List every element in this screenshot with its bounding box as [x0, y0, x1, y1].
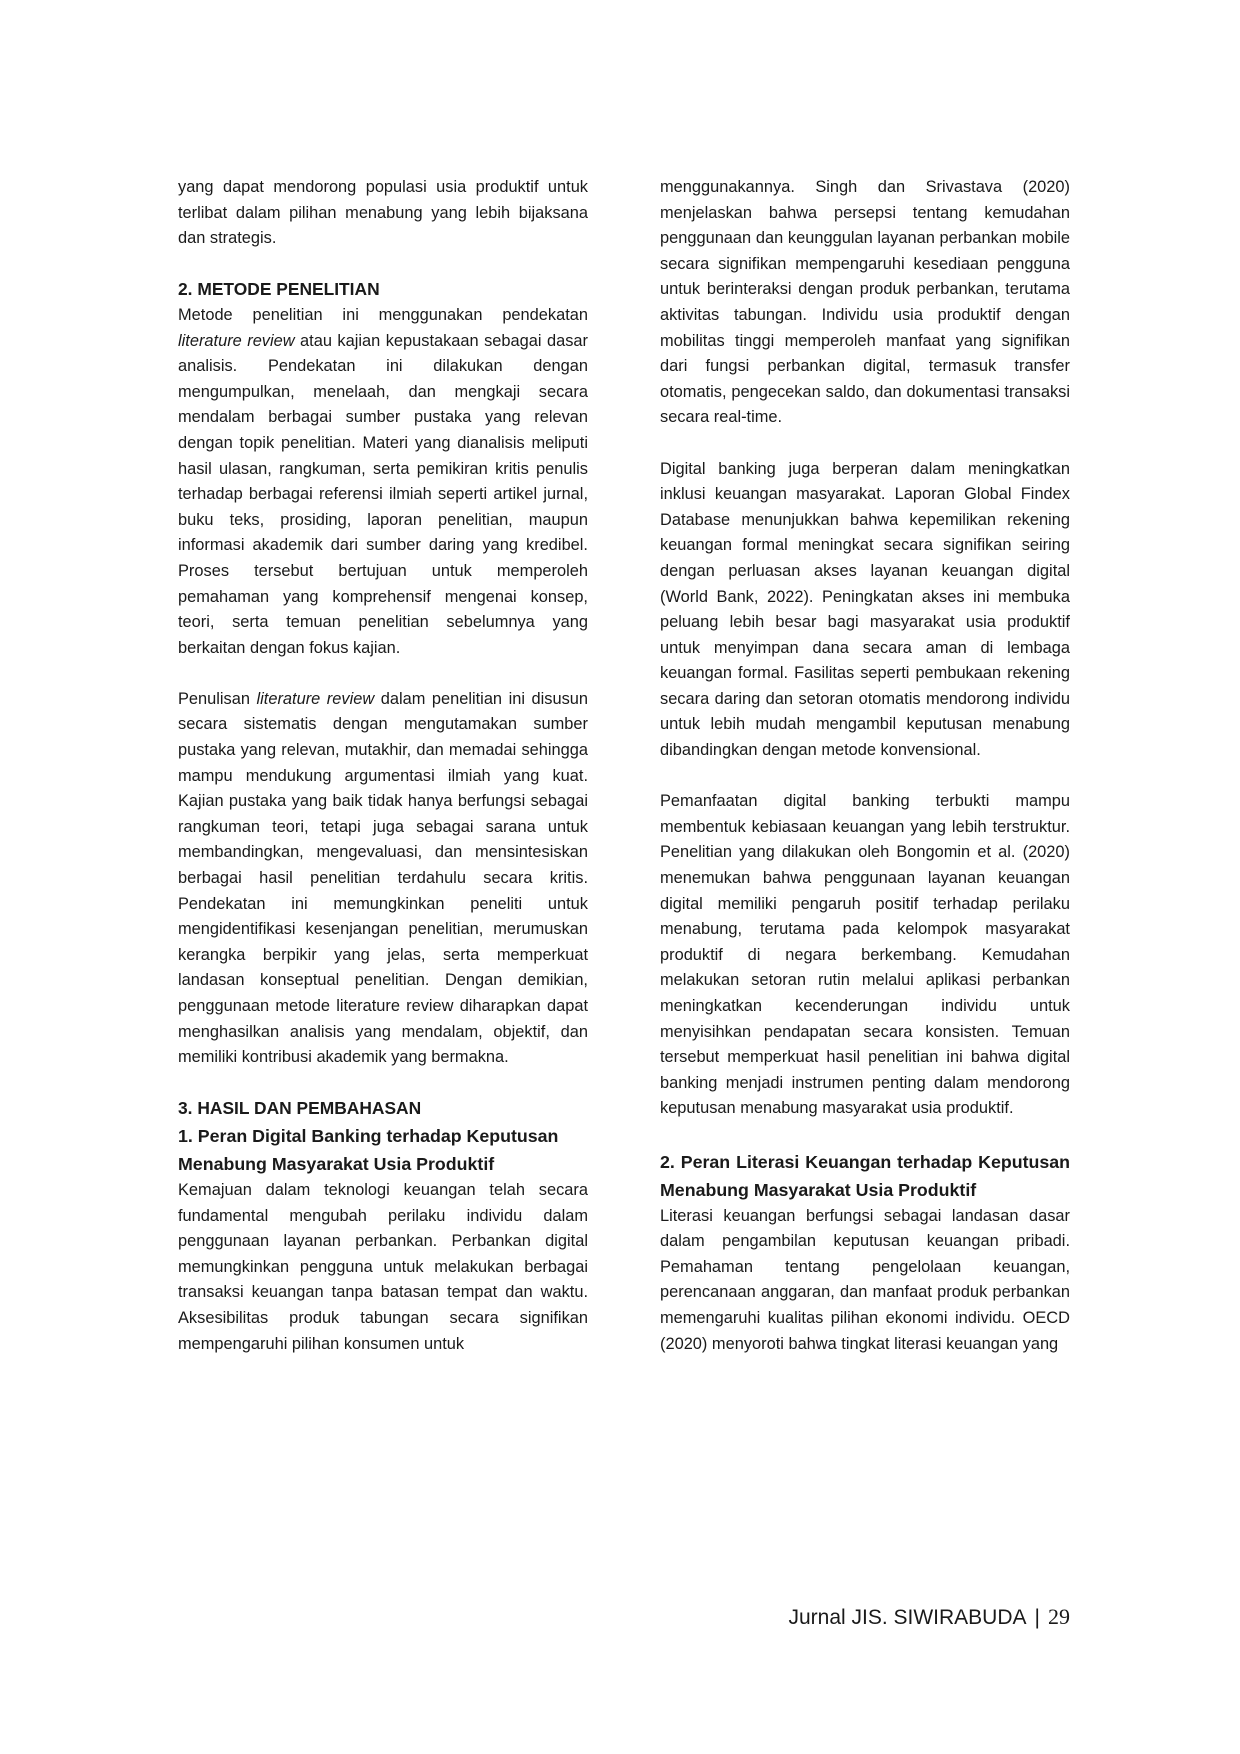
- text-run: Metode penelitian ini menggunakan pendekatan: [178, 305, 588, 324]
- intro-paragraph: yang dapat mendorong populasi usia produktif untuk terlibat dalam pilihan menabung yang lebih bijaksana dan strategis.: [178, 178, 588, 248]
- page-number: 29: [1048, 1604, 1070, 1629]
- digital-banking-paragraph: Kemajuan dalam teknologi keuangan telah secara fundamental mengubah perilaku individu dalam penggunaan layanan perbankan. Perbankan digital memungkinkan pengguna untuk melakukan berbagai transaksi keuangan tanpa batasan tempat dan waktu. Aksesibilitas produk tabungan secara signifikan mempengaruhi pilihan konsumen untuk: [178, 1180, 588, 1353]
- literacy-paragraph: Literasi keuangan berfungsi sebagai landasan dasar dalam pengambilan keputusan keuangan pribadi. Pemahaman tentang pengelolaan keuangan, perencanaan anggaran, dan manfaat produk perbankan memengaruhi kualitas pilihan ekonomi individu. OECD (2020) menyoroti bahwa tingkat literasi keuangan yang: [660, 1206, 1070, 1353]
- left-column: [178, 175, 588, 1357]
- italic-term: literature review: [256, 689, 375, 708]
- journal-name: Jurnal JIS. SIWIRABUDA: [788, 1606, 1027, 1629]
- section-heading-hasil: 3. HASIL DAN PEMBAHASAN: [178, 1098, 422, 1119]
- page-footer: [788, 1603, 1070, 1632]
- text-run: dalam penelitian ini disusun secara sistematis dengan mengutamakan sumber pustaka yang relevan, mutakhir, dan memadai sehingga mampu mendukung argumentasi ilmiah yang kuat. Kajian pustaka yang baik tidak hanya berfungsi sebagai rangkuman teori, tetapi juga sebagai sarana untuk membandingkan, mengevaluasi, dan mensintesiskan berbagai hasil penelitian terdahulu secara kritis. Pendekatan ini memungkinkan peneliti untuk mengidentifikasi kesenjangan penelitian, merumuskan kerangka berpikir yang jelas, serta memperkuat landasan konseptual penelitian. Dengan demikian, penggunaan metode literature review diharapkan dapat menghasilkan analisis yang mendalam, objektif, dan memiliki kontribusi akademik yang bermakna.: [178, 689, 588, 1067]
- subsection-heading-literasi: 2. Peran Literasi Keuangan terhadap Keputusan Menabung Masyarakat Usia Produktif: [660, 1151, 1070, 1200]
- right-column: [660, 175, 1070, 1357]
- text-run: atau kajian kepustakaan sebagai dasar analisis. Pendekatan ini dilakukan dengan mengumpulkan, menelaah, dan mengkaji secara mendalam berbagai sumber pustaka yang relevan dengan topik penelitian. Materi yang dianalisis meliputi hasil ulasan, rangkuman, serta pemikiran kritis penulis terhadap berbagai referensi ilmiah seperti artikel jurnal, buku teks, prosiding, laporan penelitian, maupun informasi akademik dari sumber daring yang kredibel. Proses tersebut bertujuan untuk memperoleh pemahaman yang komprehensif mengenai konsep, teori, serta temuan penelitian sebelumnya yang berkaitan dengan fokus kajian.: [178, 331, 588, 657]
- italic-term: literature review: [178, 331, 295, 350]
- paragraph-mobile-banking: menggunakannya. Singh dan Srivastava (2020) menjelaskan bahwa persepsi tentang kemudahan penggunaan dan keunggulan layanan perbankan mobile secara signifikan mempengaruhi kesediaan pengguna untuk berinteraksi dengan produk perbankan, terutama aktivitas tabungan. Individu usia produktif dengan mobilitas tinggi memperoleh manfaat yang signifikan dari fungsi perbankan digital, termasuk transfer otomatis, pengecekan saldo, dan dokumentasi transaksi secara real-time.: [660, 178, 1070, 427]
- method-paragraph-2: [178, 687, 588, 1071]
- paragraph-saving-habits: Pemanfaatan digital banking terbukti mampu membentuk kebiasaan keuangan yang lebih terstruktur. Penelitian yang dilakukan oleh Bongomin et al. (2020) menemukan bahwa penggunaan layanan keuangan digital memiliki pengaruh positif terhadap perilaku menabung, terutama pada kelompok masyarakat produktif di negara berkembang. Kemudahan melakukan setoran rutin melalui aplikasi perbankan meningkatkan kecenderungan individu untuk menyisihkan pendapatan secara konsisten. Temuan tersebut memperkuat hasil penelitian ini bahwa digital banking menjadi instrumen penting dalam mendorong keputusan menabung masyarakat usia produktif.: [660, 792, 1070, 1118]
- footer-separator: |: [1034, 1606, 1040, 1629]
- section-heading-metode: 2. METODE PENELITIAN: [178, 279, 380, 300]
- text-run: Penulisan: [178, 689, 257, 708]
- method-paragraph-1: [178, 303, 588, 661]
- subsection-heading-digital-banking: 1. Peran Digital Banking terhadap Keputusan Menabung Masyarakat Usia Produktif: [178, 1125, 559, 1174]
- paragraph-financial-inclusion: Digital banking juga berperan dalam meningkatkan inklusi keuangan masyarakat. Laporan Global Findex Database menunjukkan bahwa kepemilikan rekening keuangan formal meningkat secara signifikan seiring dengan perluasan akses layanan keuangan digital (World Bank, 2022). Peningkatan akses ini membuka peluang lebih besar bagi masyarakat usia produktif untuk menyimpan dana secara aman di lembaga keuangan formal. Fasilitas seperti pembukaan rekening secara daring dan setoran otomatis mendorong individu untuk lebih mudah mengambil keputusan menabung dibandingkan dengan metode konvensional.: [660, 459, 1070, 760]
